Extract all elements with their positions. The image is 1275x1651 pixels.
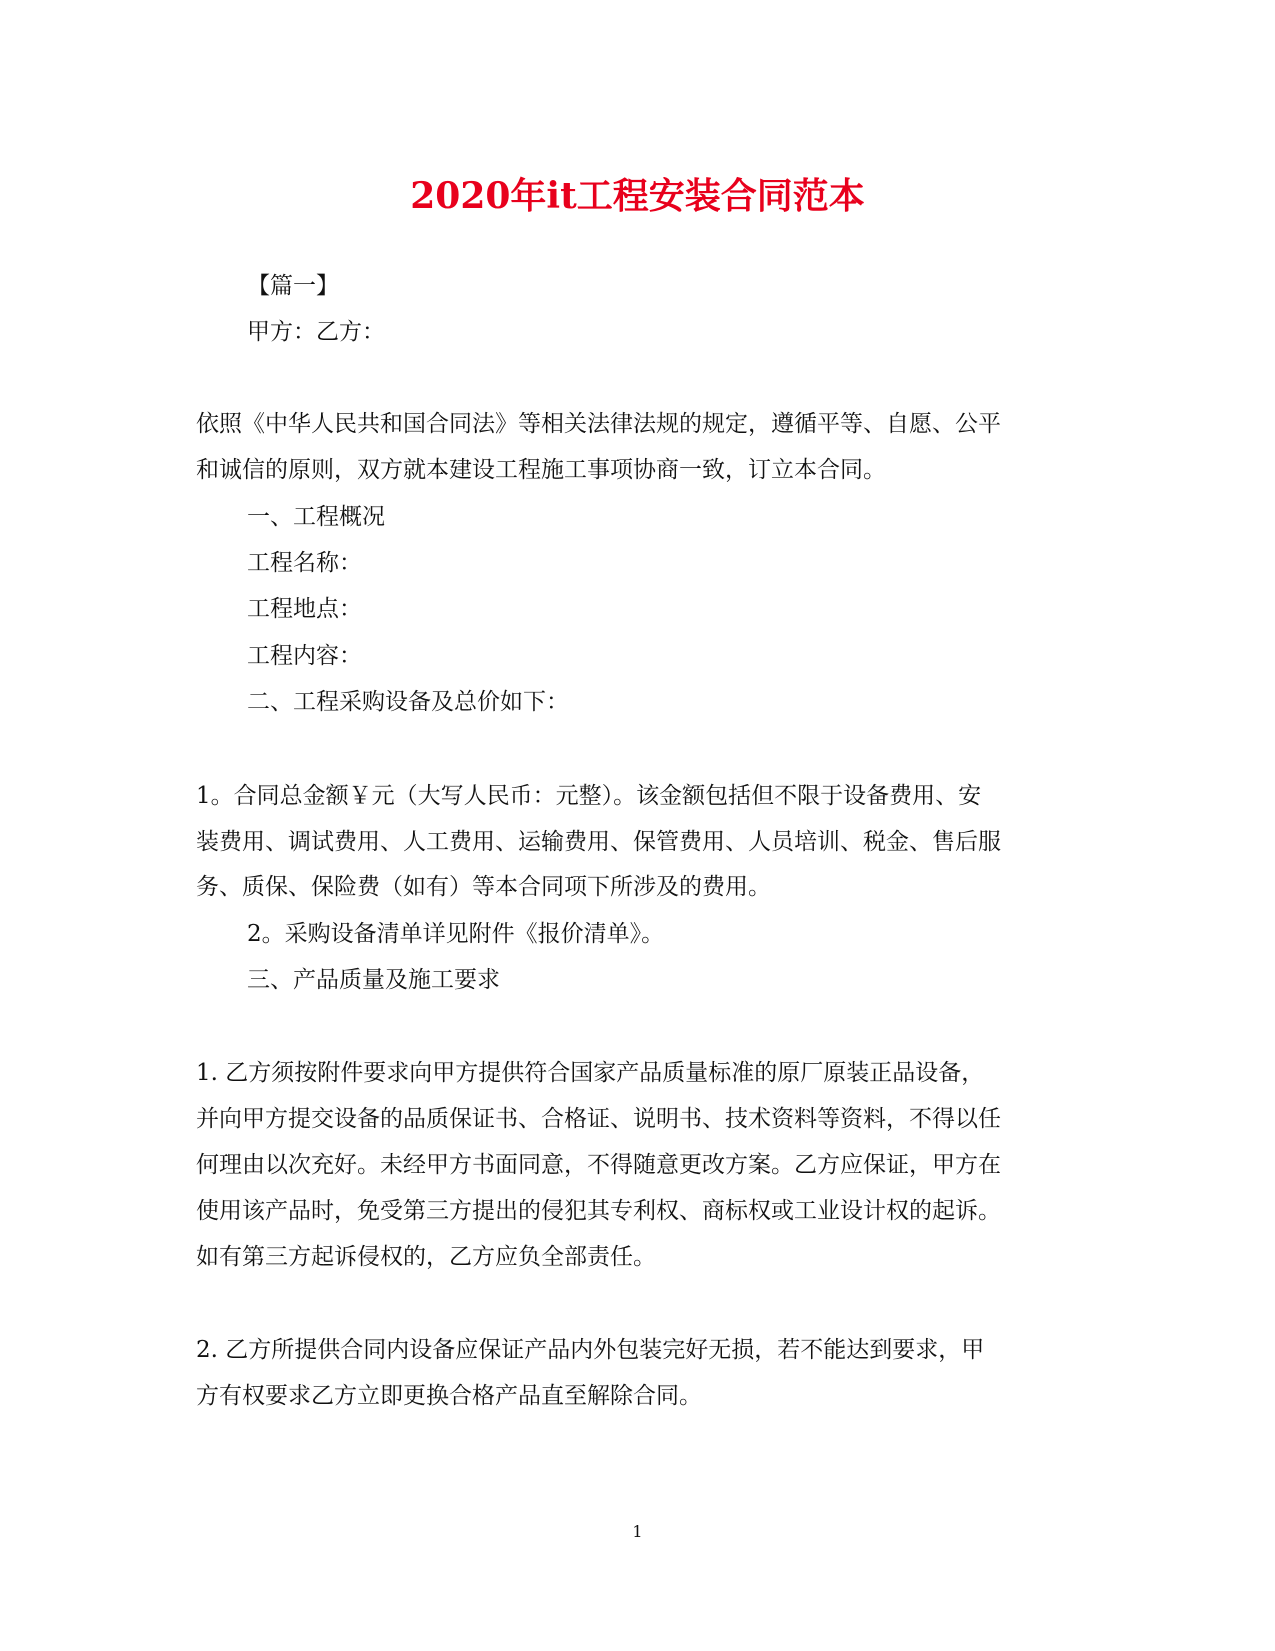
paragraph-line: 并向甲方提交设备的品质保证书、合格证、说明书、技术资料等资料，不得以任 <box>196 1106 1001 1132</box>
field-label: 工程名称： <box>247 550 362 576</box>
paragraph-line: 方有权要求乙方立即更换合格产品直至解除合同。 <box>196 1383 702 1409</box>
field-label: 工程地点： <box>247 596 362 622</box>
paragraph-line: 1。合同总金额￥元（大写人民币：元整）。该金额包括但不限于设备费用、安 <box>196 783 982 809</box>
paragraph-line: 如有第三方起诉侵权的，乙方应负全部责任。 <box>196 1244 656 1270</box>
party-line: 甲方：乙方： <box>247 319 385 345</box>
paragraph-line: 和诚信的原则，双方就本建设工程施工事项协商一致，订立本合同。 <box>196 457 886 483</box>
paragraph-line: 依照《中华人民共和国合同法》等相关法律法规的规定，遵循平等、自愿、公平 <box>196 411 1001 437</box>
section-heading: 二、工程采购设备及总价如下： <box>247 689 569 715</box>
field-label: 工程内容： <box>247 643 362 669</box>
paragraph-line: 2. 乙方所提供合同内设备应保证产品内外包装完好无损，若不能达到要求，甲 <box>196 1337 985 1363</box>
page-number: 1 <box>632 1522 643 1541</box>
paragraph-line: 2。采购设备清单详见附件《报价清单》。 <box>247 921 665 947</box>
paragraph-line: 装费用、调试费用、人工费用、运输费用、保管费用、人员培训、税金、售后服 <box>196 829 1001 855</box>
section-heading-part-one: 【篇一】 <box>247 273 339 299</box>
paragraph-line: 使用该产品时，免受第三方提出的侵犯其专利权、商标权或工业设计权的起诉。 <box>196 1198 1001 1224</box>
document-title: 2020年it工程安装合同范本 <box>410 175 865 217</box>
paragraph-line: 何理由以次充好。未经甲方书面同意，不得随意更改方案。乙方应保证，甲方在 <box>196 1152 1001 1178</box>
section-heading: 三、产品质量及施工要求 <box>247 967 500 993</box>
paragraph-line: 1. 乙方须按附件要求向甲方提供符合国家产品质量标准的原厂原装正品设备， <box>196 1060 985 1086</box>
section-heading: 一、工程概况 <box>247 504 385 530</box>
paragraph-line: 务、质保、保险费（如有）等本合同项下所涉及的费用。 <box>196 874 771 900</box>
